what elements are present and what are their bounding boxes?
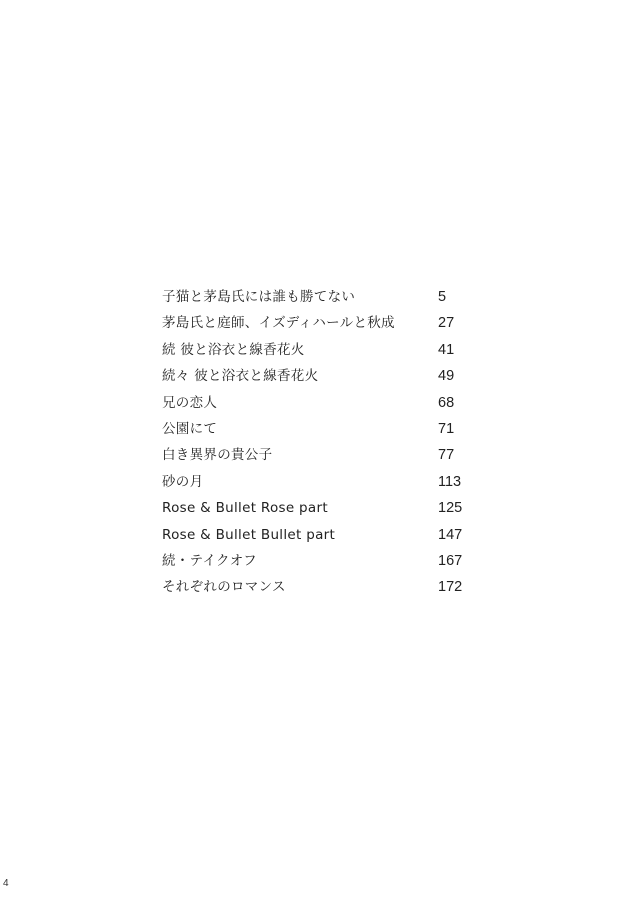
toc-entry — [162, 495, 482, 521]
toc-entry — [162, 574, 482, 600]
toc-entry-title: 続 彼と浴衣と線香花火 — [162, 341, 305, 358]
toc-entry — [162, 416, 482, 442]
toc-entry — [162, 522, 482, 548]
toc-entry-page: 41 — [438, 341, 455, 358]
table-of-contents — [162, 284, 482, 601]
toc-entry-title: 公園にて — [162, 420, 218, 437]
toc-entry-page: 49 — [438, 368, 455, 385]
toc-entry-page: 113 — [438, 473, 462, 490]
toc-entry-title: 兄の恋人 — [162, 394, 218, 411]
toc-entry — [162, 390, 482, 416]
toc-entry-title: 続々 彼と浴衣と線香花火 — [162, 368, 319, 385]
toc-entry-page: 172 — [438, 579, 463, 596]
toc-entry-page: 68 — [438, 394, 455, 411]
toc-entry-title: Rose & Bullet Bullet part — [162, 526, 336, 543]
toc-entry-title: 子猫と茅島氏には誰も勝てない — [162, 289, 356, 305]
toc-entry — [162, 284, 482, 310]
toc-entry — [162, 337, 482, 363]
page-number: 4 — [3, 878, 9, 889]
toc-entry-page: 71 — [438, 420, 455, 437]
toc-entry-page: 77 — [438, 447, 455, 464]
toc-entry — [162, 442, 482, 468]
toc-entry — [162, 310, 482, 336]
toc-entry-title: 白き異界の貴公子 — [162, 447, 273, 464]
toc-entry — [162, 363, 482, 389]
toc-entry-title: それぞれのロマンス — [162, 579, 286, 596]
toc-entry-page: 125 — [438, 500, 463, 517]
toc-entry-page: 167 — [438, 552, 463, 569]
toc-entry — [162, 469, 482, 495]
toc-entry-title: 続・テイクオフ — [162, 552, 257, 569]
toc-entry-title: 茅島氏と庭師、イズディハールと秋成 — [162, 315, 395, 332]
toc-entry — [162, 548, 482, 574]
toc-entry-title: Rose & Bullet Rose part — [162, 500, 328, 517]
toc-entry-title: 砂の月 — [162, 473, 204, 490]
toc-entry-page: 5 — [438, 289, 447, 305]
toc-entry-page: 27 — [438, 315, 455, 332]
toc-entry-page: 147 — [438, 526, 463, 543]
